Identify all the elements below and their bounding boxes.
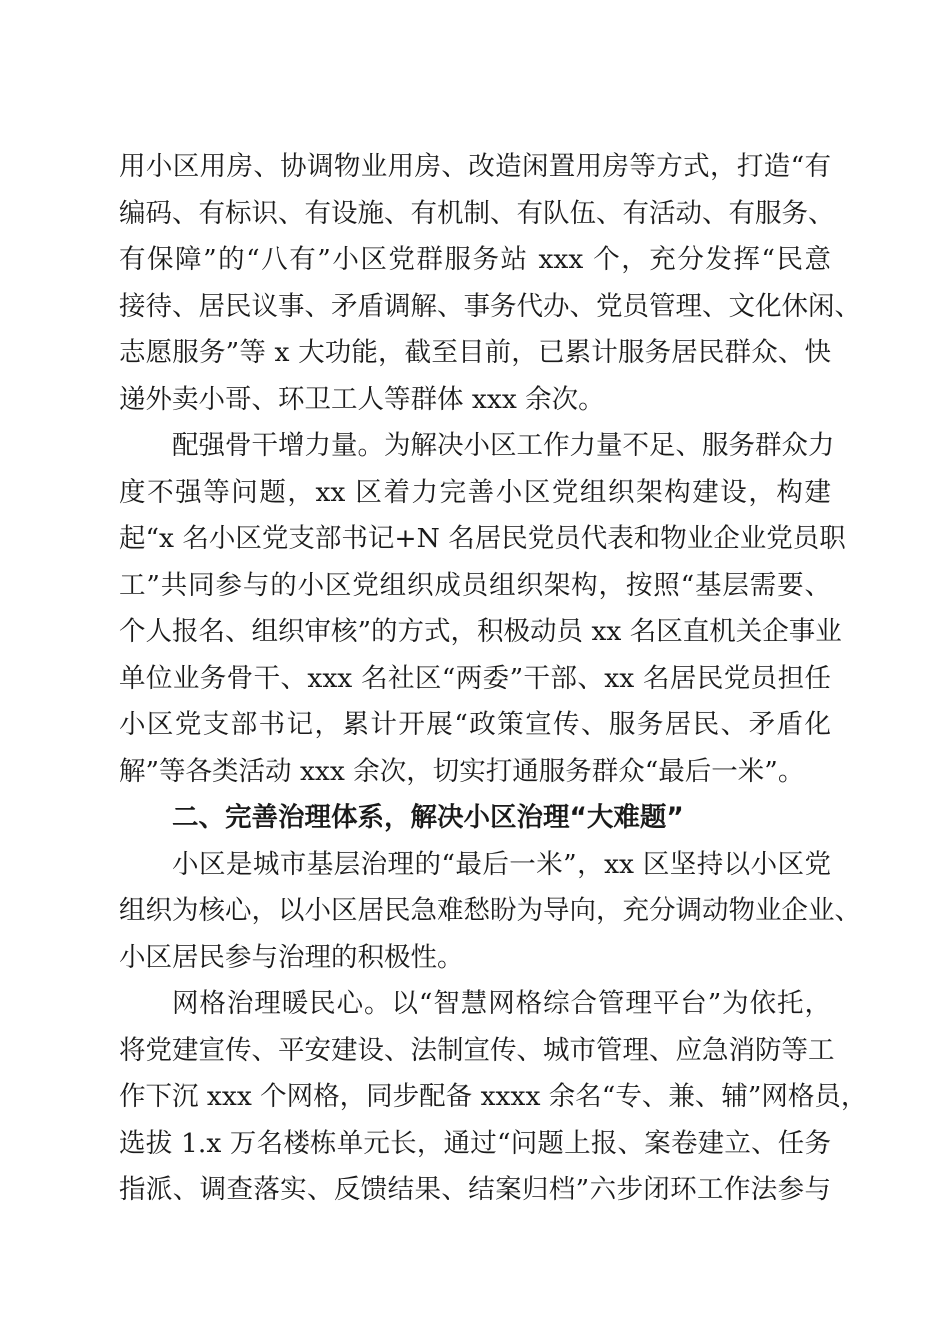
paragraph-line: 用小区用房、协调物业用房、改造闲置用房等方式，打造“有 bbox=[119, 151, 831, 182]
paragraph-line: 编码、有标识、有设施、有机制、有队伍、有活动、有服务、 bbox=[119, 197, 835, 229]
section-heading: 二、完善治理体系，解决小区治理“大难题” bbox=[172, 802, 684, 833]
document-page bbox=[119, 144, 868, 1214]
paragraph-line: 工”共同参与的小区党组织成员组织架构，按照“基层需要、 bbox=[119, 569, 831, 601]
paragraph-line: 组织为核心，以小区居民急难愁盼为导向，充分调动物业企业、 bbox=[119, 895, 861, 926]
paragraph-line: 接待、居民议事、矛盾调解、事务代办、党员管理、文化休闲、 bbox=[119, 290, 861, 322]
paragraph-line: 指派、调查落实、反馈结果、结案归档”六步闭环工作法参与 bbox=[119, 1174, 831, 1205]
paragraph-line: 个人报名、组织审核”的方式，积极动员 xx 名区直机关企事业 bbox=[119, 616, 842, 647]
paragraph-line: 选拔 1.x 万名楼栋单元长，通过“问题上报、案卷建立、任务 bbox=[119, 1127, 831, 1159]
paragraph-first-line: 小区是城市基层治理的“最后一米”，xx 区坚持以小区党 bbox=[172, 848, 831, 880]
paragraph-line: 单位业务骨干、xxx 名社区“两委”干部、xx 名居民党员担任 bbox=[119, 662, 831, 694]
paragraph-line: 小区党支部书记，累计开展“政策宣传、服务居民、矛盾化 bbox=[119, 709, 831, 740]
paragraph-first-line: 网格治理暖民心。以“智慧网格综合管理平台”为依托， bbox=[172, 988, 831, 1019]
paragraph-line: 递外卖小哥、环卫工人等群体 xxx 余次。 bbox=[119, 383, 605, 415]
paragraph-line: 将党建宣传、平安建设、法制宣传、城市管理、应急消防等工 bbox=[119, 1034, 835, 1066]
paragraph-line: 度不强等问题，xx 区着力完善小区党组织架构建设，构建 bbox=[119, 476, 831, 508]
paragraph-line: 起“x 名小区党支部书记+N 名居民党员代表和物业企业党员职 bbox=[119, 523, 846, 554]
paragraph-line: 小区居民参与治理的积极性。 bbox=[119, 941, 464, 973]
paragraph-line: 有保障”的“八有”小区党群服务站 xxx 个，充分发挥“民意 bbox=[119, 244, 831, 275]
paragraph-line: 解”等各类活动 xxx 余次，切实打通服务群众“最后一米”。 bbox=[119, 755, 805, 787]
paragraph-first-line: 配强骨干增力量。为解决小区工作力量不足、服务群众力 bbox=[172, 430, 835, 461]
paragraph-line: 作下沉 xxx 个网格，同步配备 xxxx 余名“专、兼、辅”网格员， bbox=[119, 1081, 868, 1112]
paragraph-line: 志愿服务”等 x 大功能，截至目前，已累计服务居民群众、快 bbox=[119, 337, 831, 368]
